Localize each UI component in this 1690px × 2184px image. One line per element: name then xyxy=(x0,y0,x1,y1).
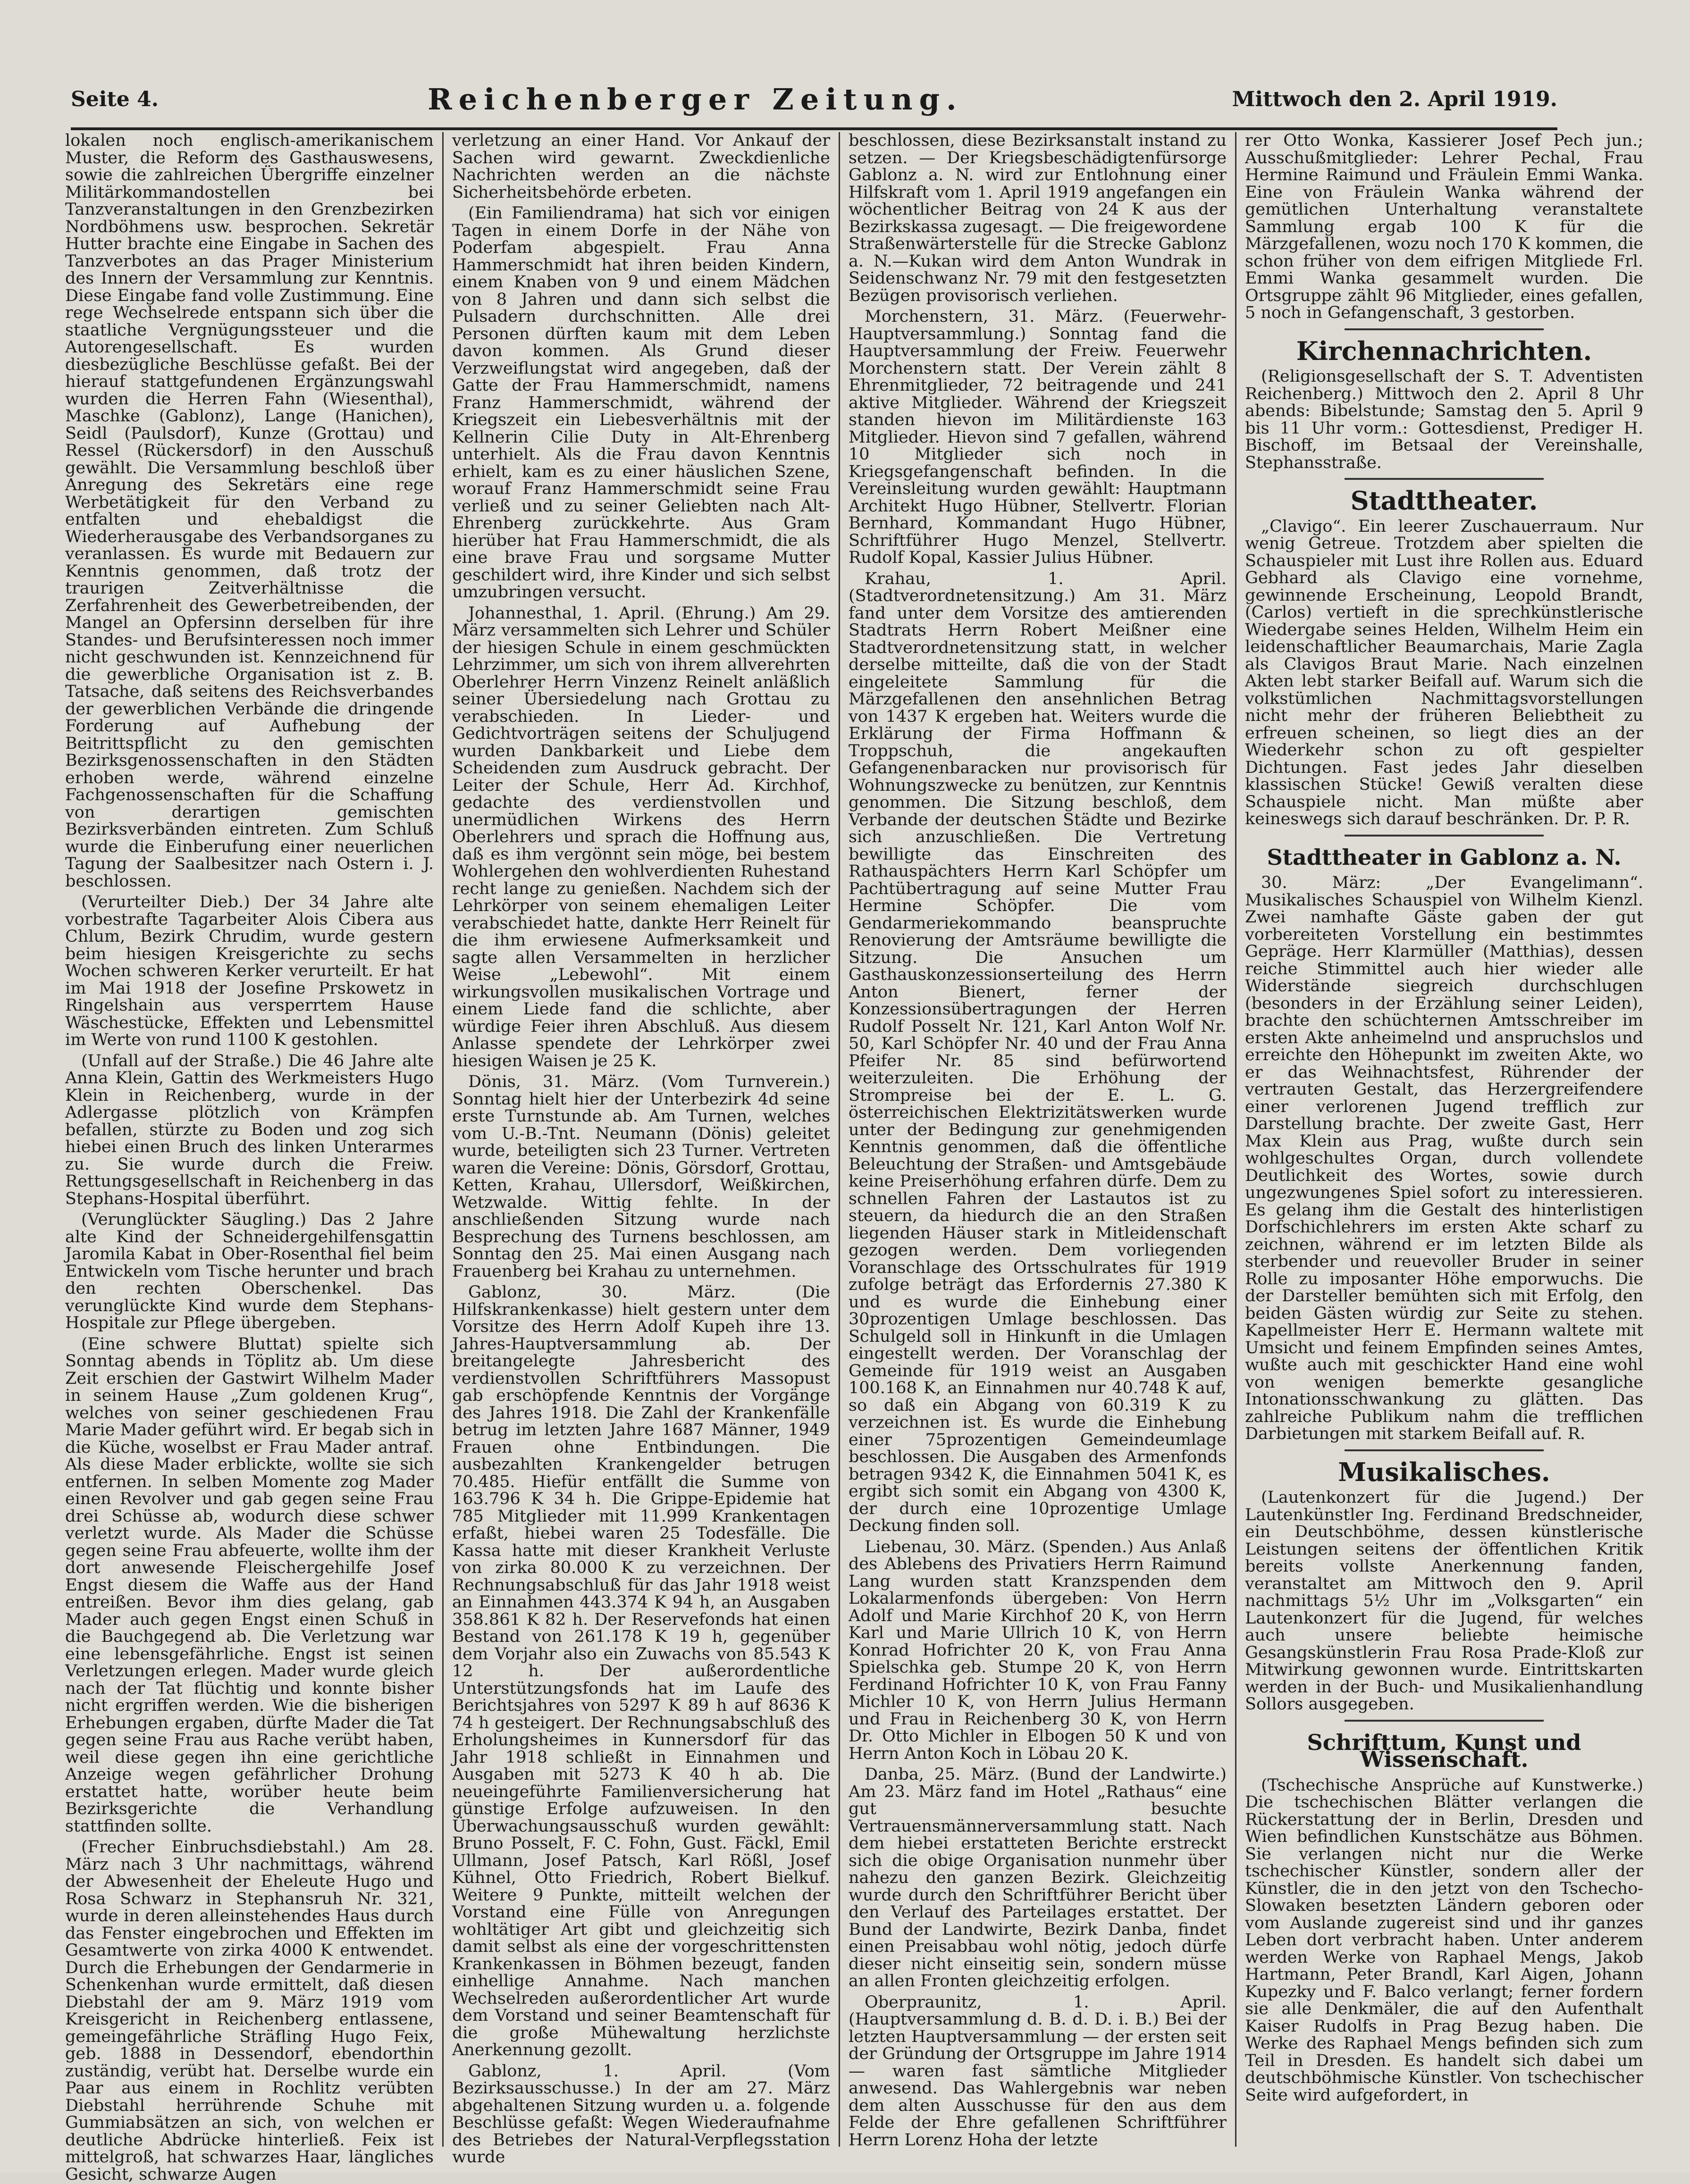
article-paragraph: Gablonz, 1. April. (Vom Bezirksausschusse.) In der am 27. März abgehaltenen Sitzung wurden u. a. folgende Beschlüsse gefaßt: Wegen Wiederaufnahme des Betriebes der Natural-Verpflegsstation wurde xyxy=(452,2061,830,2167)
section-rule xyxy=(1345,835,1544,837)
article-paragraph: (Verunglückter Säugling.) Das 2 Jahre alte Kind der Schneidergehilfensgattin Jaromila Kabat in Ober-Rosenthal fiel beim Entwickeln vom Tische herunter und brach den rechten Oberschenkel. Das verunglückte Kind wurde dem Stephans-Hospitale zur Pflege übergeben. xyxy=(65,1210,434,1332)
article-paragraph: (Eine schwere Bluttat) spielte sich Sonntag abends in Töplitz ab. Um diese Zeit erschien der Gastwirt Wilhelm Mader in seinem Hause „Zum goldenen Krug“, welches von seiner geschiedenen Frau Marie Mader geführt wird. Er begab sich in die Küche, woselbst er Frau Mader antraf. Als diese Mader erblickte, wollte sie sich entfernen. In selben Momente zog Mader einen Revolver und gab gegen seine Frau drei Schüsse ab, wodurch diese schwer verletzt wurde. Als Mader die Schüsse gegen seine Frau abfeuerte, wollte ihm der dort anwesende Fleischergehilfe Josef Engst diesem die Waffe aus der Hand entreißen. Bevor ihm dies gelang, gab Mader auch gegen Engst einen Schuß in die Bauchgegend ab. Die Verletzung war eine lebensgefährliche. Engst ist seinen Verletzungen erlegen. Mader wurde gleich nach der Tat flüchtig und konnte bisher nicht ergriffen werden. Wie die bisherigen Erhebungen ergaben, dürfte Mader die Tat gegen seine Frau aus Rache verübt haben, weil diese gegen ihn eine gerichtliche Anzeige wegen gefährlicher Drohung erstattet hatte, worüber heute beim Bezirksgerichte die Verhandlung stattfinden sollte. xyxy=(65,1334,434,1836)
article-paragraph: Gablonz, 30. März. (Die Hilfskrankenkasse) hielt gestern unter dem Vorsitze des Herrn Adolf Kupeh ihre 13. Jahres-Hauptversammlung ab. Der breitangelegte Jahresbericht des verdienstvollen Schriftführers Massopust gab erschöpfende Kenntnis der Vorgänge des Jahres 1918. Die Zahl der Krankenfälle betrug im letzten Jahre 1687 Männer, 1949 Frauen ohne Entbindungen. Die ausbezahlten Krankengelder betrugen 70.485. Hiefür entfällt die Summe von 163.796 K 34 h. Die Grippe-Epidemie hat 785 Mitglieder mit 11.999 Krankentagen erfaßt, hiebei waren 25 Todesfälle. Die Kassa hatte mit dieser Krankheit Verluste von zirka 80.000 K zu verzeichnen. Der Rechnungsabschluß für das Jahr 1918 weist an Einnahmen 443.374 K 94 h, an Ausgaben 358.861 K 82 h. Der Reservefonds hat einen Bestand von 261.178 K 19 h, gegenüber dem Vorjahr also ein Zuwachs von 85.543 K 12 h. Der außerordentliche Unterstützungsfonds hat im Laufe des Berichtsjahres von 5297 K 89 h auf 8636 K 74 h gesteigert. Der Rechnungsabschluß des Erholungsheimes in Kunnersdorf für das Jahr 1918 schließt in Einnahmen und Ausgaben mit 5273 K 40 h ab. Die neueingeführte Familienversicherung hat günstige Erfolge aufzuweisen. In den Überwachungsausschuß wurden gewählt: Bruno Posselt, F. C. Fohn, Gust. Fäckl, Emil Ullmann, Josef Patsch, Karl Rößl, Josef Kühnel, Otto Friedrich, Robert Bielkuf. Weitere 9 Punkte, mitteilt welchen der Vorstand eine Fülle von Anregungen wohltätiger Art gibt und gleichzeitig sich damit selbst als eine der vorgeschrittensten Krankenkassen in Böhmen bezeugt, fanden einhellige Annahme. Nach manchen Wechselreden außerordentlicher Art wurde dem Vorstand und seiner Beamtenschaft für die große Mühewaltung herzlichste Anerkennung gezollt. xyxy=(452,1283,830,2059)
section-rule xyxy=(1345,478,1544,480)
article-paragraph: rer Otto Wonka, Kassierer Josef Pech jun.; Ausschußmitglieder: Lehrer Pechal, Frau Hermine Raimund und Fräulein Emmi Wanka. Eine von Fräulein Wanka während der gemütlichen Unterhaltung veranstaltete Sammlung ergab 100 K für die Märzgefallenen, wozu noch 170 K kommen, die schon früher von dem eifrigen Mitgliede Frl. Emmi Wanka gesammelt wurden. Die Ortsgruppe zählt 96 Mitglieder, eines gefallen, 5 noch in Gefangenschaft, 3 gestorben. xyxy=(1245,131,1643,322)
column-4 xyxy=(1236,132,1652,2147)
section-rule xyxy=(1345,1720,1544,1722)
newspaper-title: Reichenberger Zeitung. xyxy=(428,82,963,117)
article-paragraph: Johannesthal, 1. April. (Ehrung.) Am 29. März versammelten sich Lehrer und Schüler der hiesigen Schule in einem geschmückten Lehrzimmer, um sich von ihrem allverehrten Oberlehrer Herrn Vinzenz Reinelt anläßlich seiner Übersiedelung nach Grottau zu verabschieden. In Lieder- und Gedichtvorträgen seitens der Schuljugend wurden Dankbarkeit und Liebe dem Scheidenden zum Ausdruck gebracht. Der Leiter der Schule, Herr Ad. Kirchhof, gedachte des verdienstvollen und unermüdlichen Wirkens des Herrn Oberlehrers und sprach die Hoffnung aus, daß es ihm vergönnt sein möge, bei bestem Wohlergehen den wohlverdienten Ruhestand recht lange zu genießen. Nachdem sich der Lehrkörper von seinem ehemaligen Leiter verabschiedet hatte, dankte Herr Reinelt für die ihm erwiesene Aufmerksamkeit und sagte allen Versammelten in herzlicher Weise „Lebewohl“. Mit einem wirkungsvollen musikalischen Vortrage und einem Liede fand die schlichte, aber würdige Feier ihren Abschluß. Aus diesem Anlasse spendete der Lehrkörper zwei hiesigen Waisen je 25 K. xyxy=(452,603,830,1071)
section-heading: Stadttheater. xyxy=(1350,485,1538,516)
section-heading: Kirchennachrichten. xyxy=(1296,335,1592,366)
section-heading: Schrifttum, Kunst und Wissenschaft. xyxy=(1307,1729,1581,1772)
article-paragraph: Liebenau, 30. März. (Spenden.) Aus Anlaß des Ablebens des Privatiers Herrn Raimund Lang wurden statt Kranzspenden dem Lokalarmenfonds übergeben: Von Herrn Adolf und Marie Kirchhof 20 K, von Herrn Karl und Marie Ullrich 10 K, von Herrn Konrad Hofrichter 20 K, von Frau Anna Spielschka geb. Stumpe 20 K, von Herrn Ferdinand Hofrichter 10 K, von Frau Fanny Michler 10 K, von Herrn Julius Hermann und Frau in Reichenberg 30 K, von Herrn Dr. Otto Michler in Elbogen 50 K und von Herrn Anton Koch in Löbau 20 K. xyxy=(849,1537,1227,1763)
column-2 xyxy=(444,131,840,2167)
article-paragraph: verletzung an einer Hand. Vor Ankauf der Sachen wird gewarnt. Zweckdienliche Nachrichten werden an die nächste Sicherheitsbehörde erbeten. xyxy=(452,131,830,202)
article-paragraph: (Religionsgesellschaft der S. T. Adventisten Reichenberg.) Mittwoch den 2. April 8 Uhr abends: Bibelstunde; Samstag den 5. April 9 bis 11 Uhr vorm.: Gottesdienst, Prediger H. Bischoff, im Betsaal der Vereinshalle, Stephansstraße. xyxy=(1245,367,1643,472)
article-paragraph: Danba, 25. März. (Bund der Landwirte.) Am 23. März fand im Hotel „Rathaus“ eine gut besuchte Vertrauensmännerversammlung statt. Nach dem hiebei erstatteten Berichte erstreckt sich die obige Organisation nunmehr über nahezu den ganzen Bezirk. Gleichzeitig wurde durch den Schriftführer Bericht über den Verlauf des Parteilages erstattet. Der Bund der Landwirte, Bezirk Danba, findet einen Preisabbau wohl nötig, jedoch dürfe dieser nicht einseitig sein, sondern müsse an allen Fronten gleichzeitig erfolgen. xyxy=(849,1765,1227,1991)
article-paragraph: Oberpraunitz, 1. April. (Hauptversammlung d. B. d. D. i. B.) Bei der letzten Hauptversammlung — der ersten seit der Gründung der Ortsgruppe im Jahre 1914 — waren fast sämtliche Mitglieder anwesend. Das Wahlergebnis war neben dem alten Ausschusse für den aus dem Felde der Ehre gefallenen Schriftführer Herrn Lorenz Hoha der letzte xyxy=(849,1992,1227,2150)
article-paragraph: (Lautenkonzert für die Jugend.) Der Lautenkünstler Ing. Ferdinand Bredschneider, ein Deutschböhme, dessen künstlerische Leistungen seitens der öffentlichen Kritik bereits vollste Anerkennung fanden, veranstaltet am Mittwoch den 9. April nachmittags 5½ Uhr im „Volksgarten“ ein Lautenkonzert für die Jugend, für welches auch unsere beliebte heimische Gesangskünstlerin Frau Rosa Prade-Kloß zur Mitwirkung gewonnen wurde. Eintrittskarten werden in der Buch- und Musikalienhandlung Sollors ausgegeben. xyxy=(1245,1488,1643,1714)
article-paragraph: (Frecher Einbruchsdiebstahl.) Am 28. März nach 3 Uhr nachmittags, während der Abwesenheit der Eheleute Hugo und Rosa Schwarz in Stephansruh Nr. 321, wurde in deren alleinstehendes Haus durch das Fenster eingebrochen und Effekten im Gesamtwerte von zirka 4000 K entwendet. Durch die Erhebungen der Gendarmerie in Schenkenhan wurde ermittelt, daß diesen Diebstahl der am 9. März 1919 vom Kreisgericht in Reichenberg entlassene, gemeingefährliche Sträfling Hugo Feix, geb. 1888 in Dessendorf, ebendorthin zuständig, verübt hat. Derselbe wurde ein Paar aus einem in Rochlitz verübten Diebstahl herrührende Schuhe mit Gummiabsätzen an sich, von welchen er deutliche Abdrücke hinterließ. Feix ist mittelgroß, hat schwarzes Haar, längliches Gesicht, schwarze Augen xyxy=(65,1838,434,2184)
article-paragraph: „Clavigo“. Ein leerer Zuschauerraum. Nur wenig Getreue. Trotzdem aber spielten die Schauspieler mit Lust ihre Rollen aus. Eduard Gebhard als Clavigo eine vornehme, gewinnende Erscheinung, Leopold Brandt, (Carlos) vertieft in die sprechkünstlerische Wiedergabe seines Helden, Wilhelm Heim ein leidenschaftlicher Beaumarchais, Marie Zagla als Clavigos Braut Marie. Nach einzelnen Akten lebt starker Beifall auf. Warum sich die volkstümlichen Nachmittagsvorstellungen nicht mehr der früheren Beliebtheit zu erfreuen scheinen, so liegt dies an der Wiederkehr schon zu oft gespielter Dichtungen. Fast jedes Jahr dieselben klassischen Stücke! Gewiß veralten diese Schauspiele nicht. Man müßte aber keineswegs sich darauf beschränken. Dr. P. R. xyxy=(1245,517,1643,828)
section-rule xyxy=(1345,1449,1544,1451)
article-paragraph: (Unfall auf der Straße.) Die 46 Jahre alte Anna Klein, Gattin des Werkmeisters Hugo Klein in Reichenberg, wurde in der Adlergasse plötzlich von Krämpfen befallen, stürzte zu Boden und zog sich hiebei einen Bruch des linken Unterarmes zu. Sie wurde durch die Freiw. Rettungsgesellschaft in Reichenberg in das Stephans-Hospital überführt. xyxy=(65,1051,434,1208)
text-columns xyxy=(57,131,1652,2184)
article-paragraph: (Tschechische Ansprüche auf Kunstwerke.) Die tschechischen Blätter verlangen die Rückerstattung der in Berlin, Dresden und Wien befindlichen Kunstschätze aus Böhmen. Sie verlangen nicht nur die Werke tschechischer Künstler, sondern aller der Künstler, die in den jetzt von den Tschecho-Slowaken besetzten Ländern geboren oder vom Auslande zugereist sind und ihr ganzes Leben dort verbracht haben. Unter anderem werden Werke von Raphael Mengs, Jakob Hartmann, Peter Brandl, Karl Aigen, Johann Kupezky und F. Balco verlangt; ferner fordern sie alle Denkmäler, die auf den Aufenthalt Kaiser Rudolfs in Prag Bezug haben. Die Werke des Raphael Mengs befinden sich zum Teil in Dresden. Es handelt sich dabei um deutschböhmische Künstler. Von tschechischer Seite wird aufgefordert, in xyxy=(1245,1775,1643,2105)
column-1 xyxy=(57,131,444,2184)
page-number: Seite 4. xyxy=(71,87,159,111)
article-paragraph: Morchenstern, 31. März. (Feuerwehr-Hauptversammlung.) Sonntag fand die Hauptversammlung der Freiw. Feuerwehr Morchenstern statt. Der Verein zählt 8 Ehrenmitglieder, 72 beitragende und 241 aktive Mitglieder. Während der Kriegszeit standen hievon im Militärdienste 163 Mitglieder. Hievon sind 7 gefallen, während 10 Mitglieder sich noch in Kriegsgefangenschaft befinden. In die Vereinsleitung wurden gewählt: Hauptmann Architekt Hugo Hübner, Stellvertr. Florian Bernhard, Kommandant Hugo Hübner, Schriftführer Hugo Menzel, Stellvertr. Rudolf Kopal, Kassier Julius Hübner. xyxy=(849,307,1227,567)
article-paragraph: 30. März: „Der Evangelimann“. Musikalisches Schauspiel von Wilhelm Kienzl. Zwei namhafte Gäste gaben der gut vorbereiteten Vorstellung ein bestimmtes Gepräge. Herr Klarmüller (Matthias), dessen reiche Stimmittel auch hier wieder alle Widerstände siegreich durchschlugen (besonders in der Erzählung seiner Leiden), brachte den schüchternen Amtsschreiber im ersten Akte anheimelnd und anspruchslos und erreichte den Höhepunkt im zweiten Akte, wo er das Weihnachtsfest, Rührender der vertrauten Gestalt, das Herzergreifendere einer verlorenen Jugend trefflich zur Darstellung brachte. Der zweite Gast, Herr Max Klein aus Prag, wußte durch sein wohlgeschultes Organ, durch vollendete Deutlichkeit des Wortes, sowie durch ungezwungenes Spiel sofort zu interessieren. Es gelang ihm die Gestalt des hinterlistigen Dorfschichlehrers im ersten Akte scharf zu zeichnen, während er im letzten Bilde als sterbender und reuevoller Bruder in seiner Rolle zu imposanter Höhe emporwuchs. Die der Darsteller bemühten sich mit Erfolg, den beiden Gästen würdig zur Seite zu stehen. Kapellmeister Herr E. Hermann waltete mit Umsicht und feinem Empfinden seines Amtes, wußte auch mit geschickter Hand eine wohl von wenigen bemerkte gesangliche Intonationsschwankung zu glätten. Das zahlreiche Publikum nahm die trefflichen Darbietungen mit starkem Beifall auf. R. xyxy=(1245,873,1643,1443)
column-3 xyxy=(840,131,1236,2150)
article-paragraph: Dönis, 31. März. (Vom Turnverein.) Sonntag hielt hier der Unterbezirk 4d seine erste Turnstunde ab. Am Turnen, welches vom U.-B.-Tnt. Neumann (Dönis) geleitet wurde, beteiligten sich 23 Turner. Vertreten waren die Vereine: Dönis, Görsdorf, Grottau, Ketten, Krahau, Ullersdorf, Weißkirchen, Wetzwalde. Wittig fehlte. In der anschließenden Sitzung wurde nach Besprechung des Turnens beschlossen, am Sonntag den 25. Mai einen Ausgang nach Frauenberg bei Krahau zu unternehmen. xyxy=(452,1072,830,1281)
section-heading: Musikalisches. xyxy=(1338,1456,1550,1487)
section-rule xyxy=(1345,328,1544,330)
article-paragraph: lokalen noch englisch-amerikanischem Muster, die Reform des Gasthauswesens, sowie die zahlreichen Übergriffe einzelner Militärkommandostellen bei Tanzveranstaltungen in den Grenzbezirken Nordböhmens usw. besprochen. Sekretär Hutter brachte eine Eingabe in Sachen des Tanzverbotes an das Prager Ministerium des Innern der Versammlung zur Kenntnis. Diese Eingabe fand volle Zustimmung. Eine rege Wechselrede entspann sich über die staatliche Vergnügungssteuer und die Autorengesellschaft. Es wurden diesbezügliche Beschlüsse gefaßt. Bei der hierauf stattgefundenen Ergänzungswahl wurden die Herren Fahn (Wiesenthal), Maschke (Gablonz), Lange (Hanichen), Seidl (Paulsdorf), Kunze (Grottau) und Ressel (Rückersdorf) in den Ausschuß gewählt. Die Versammlung beschloß über Anregung des Sekretärs eine rege Werbetätigkeit für den Verband zu entfalten und ehebaldigst die Wiederherausgabe des Verbandsorganes zu veranlassen. Es wurde mit Bedauern zur Kenntnis genommen, daß trotz der traurigen Zeitverhältnisse die Zerfahrenheit des Gewerbetreibenden, der Mangel an Opfersinn derselben für ihre Standes- und Berufsinteressen noch immer nicht geschwunden ist. Kennzeichnend für die gewerbliche Organisation ist z. B. Tatsache, daß seitens des Reichsverbandes der gewerblichen Verbände die dringende Forderung auf Aufhebung der Beitrittspflicht zu den gemischten Bezirksgenossenschaften in den Städten erhoben werde, während einzelne Fachgenossenschaften für die Schaffung von derartigen gemischten Bezirksverbänden eintreten. Zum Schluß wurde die Einberufung einer neuerlichen Tagung der Saalbesitzer nach Ostern i. J. beschlossen. xyxy=(65,131,434,891)
article-paragraph: (Ein Familiendrama) hat sich vor einigen Tagen in einem Dorfe in der Nähe von Poderfam abgespielt. Frau Anna Hammerschmidt hat ihren beiden Kindern, einem Knaben von 9 und einem Mädchen von 8 Jahren und dann sich selbst die Pulsadern durchschnitten. Alle drei Personen dürften kaum mit dem Leben davon kommen. Als Grund dieser Verzweiflungstat wird angegeben, daß der Gatte der Frau Hammerschmidt, namens Franz Hammerschmidt, während der Kriegszeit ein Liebesverhältnis mit der Kellnerin Cilie Duty in Alt-Ehrenberg unterhielt. Als die Frau davon Kenntnis erhielt, kam es zu einer häuslichen Szene, worauf Franz Hammerschmidt seine Frau verließ und zu seiner Geliebten nach Alt-Ehrenberg zurückkehrte. Aus Gram hierüber hat Frau Hammerschmidt, die als eine brave Frau und sorgsame Mutter geschildert wird, ihre Kinder und sich selbst umzubringen versucht. xyxy=(452,204,830,602)
masthead xyxy=(71,71,1557,130)
article-paragraph: (Verurteilter Dieb.) Der 34 Jahre alte vorbestrafte Tagarbeiter Alois Cibera aus Chlum, Bezirk Chrudim, wurde gestern beim hiesigen Kreisgerichte zu sechs Wochen schweren Kerker verurteilt. Er hat im Mai 1918 der Josefine Prskowetz in Ringelshain aus versperrtem Hause Wäschestücke, Effekten und Lebensmittel im Werte von rund 1100 K gestohlen. xyxy=(65,893,434,1049)
issue-date: Mittwoch den 2. April 1919. xyxy=(1232,87,1557,111)
article-paragraph: Krahau, 1. April. (Stadtverordnetensitzung.) Am 31. März fand unter dem Vorsitze des amtierenden Stadtrats Herrn Robert Meißner eine Stadtverordnetensitzung statt, in welcher derselbe mitteilte, daß die von der Stadt eingeleitete Sammlung für die Märzgefallenen den ansehnlichen Betrag von 1437 K ergeben hat. Weiters wurde die Erklärung der Firma Hoffmann & Troppschuh, die angekauften Gefangenenbaracken nur provisorisch für Wohnungszwecke zu benützen, zur Kenntnis genommen. Die Sitzung beschloß, dem Verbande der deutschen Städte und Bezirke sich anzuschließen. Die Vertretung bewilligte das Einschreiten des Rathauspächters Herrn Karl Schöpfer um Pachtübertragung auf seine Mutter Frau Hermine Schöpfer. Die vom Gendarmeriekommando beanspruchte Renovierung der Amtsräume bewilligte die Sitzung. Die Ansuchen um Gasthauskonzessionserteilung des Herrn Anton Bienert, ferner der Konzessionsübertragungen der Herren Rudolf Posselt Nr. 121, Karl Anton Wolf Nr. 50, Karl Schöpfer Nr. 40 und der Frau Anna Pfeifer Nr. 85 sind befürwortend weiterzuleiten. Die Erhöhung der Strompreise bei der E. L. G. österreichischen Elektrizitätswerken wurde unter der Bedingung zur genehmigenden Kenntnis genommen, daß die öffentliche Beleuchtung der Straßen- und Amtsgebäude keine Preiserhöhung erfahren dürfe. Dem zu schnellen Fahren der Lastautos ist zu steuern, da hiedurch die an den Straßen liegenden Häuser stark in Mitleidenschaft gezogen werden. Dem vorliegenden Voranschlage des Ortsschulrates für 1919 zufolge beträgt das Erfordernis 27.380 K und es wurde die Einhebung einer 30prozentigen Umlage beschlossen. Das Schulgeld soll in Hinkunft in die Umlagen eingestellt werden. Der Voranschlag der Gemeinde für 1919 weist an Ausgaben 100.168 K, an Einnahmen nur 40.748 K auf, so daß ein Abgang von 60.319 K zu verzeichnen ist. Es wurde die Einhebung einer 75prozentigen Gemeindeumlage beschlossen. Die Ausgaben des Armenfonds betragen 9342 K, die Einnahmen 5041 K, es ergibt sich somit ein Abgang von 4300 K, der durch eine 10prozentige Umlage Deckung finden soll. xyxy=(849,569,1227,1535)
section-heading: Stadttheater in Gablonz a. N. xyxy=(1267,844,1622,870)
article-paragraph: beschlossen, diese Bezirksanstalt instand zu setzen. — Der Kriegsbeschädigtenfürsorge Gablonz a. N. wird zur Entlohnung einer Hilfskraft vom 1. April 1919 angefangen ein wöchentlicher Beitrag von 24 K aus der Bezirkskassa zugesagt. — Die freigewordene Straßenwärterstelle für die Strecke Gablonz a. N.—Kukan wird dem Anton Wundrak in Seidenschwanz Nr. 79 mit den festgesetzten Bezügen provisorisch verliehen. xyxy=(849,131,1227,305)
